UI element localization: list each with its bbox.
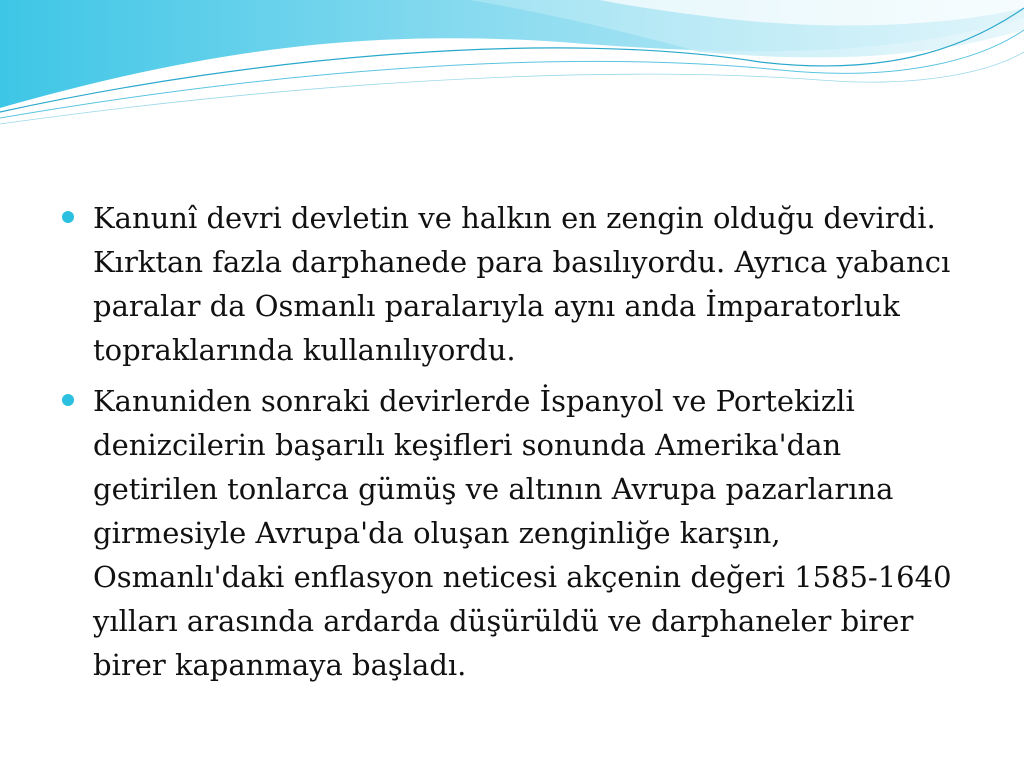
bullet-list — [62, 196, 962, 687]
bullet-dot-icon — [62, 394, 74, 406]
bullet-text-1: Kanunî devri devletin ve halkın en zengin olduğu devirdi. Kırktan fazla darphanede para basılıyordu. Ayrıca yabancı paralar da Osmanlı paralarıyla aynı anda İmparatorluk topraklarında kullanılıyordu. — [93, 201, 951, 367]
slide-content — [62, 196, 962, 694]
wave-header-decoration — [0, 0, 1024, 130]
bullet-item-1 — [62, 196, 962, 372]
bullet-item-2 — [62, 379, 962, 687]
bullet-text-2: Kanuniden sonraki devirlerde İspanyol ve Portekizli denizcilerin başarılı keşifleri sonunda Amerika'dan getirilen tonlarca gümüş ve altının Avrupa pazarlarına girmesiyle Avrupa'da oluşan zenginliğe karşın, Osmanlı'daki enflasyon neticesi akçenin değeri 1585-1640 yılları arasında ardarda düşürüldü ve darphaneler birer birer kapanmaya başladı. — [93, 384, 952, 682]
bullet-dot-icon — [62, 211, 74, 223]
